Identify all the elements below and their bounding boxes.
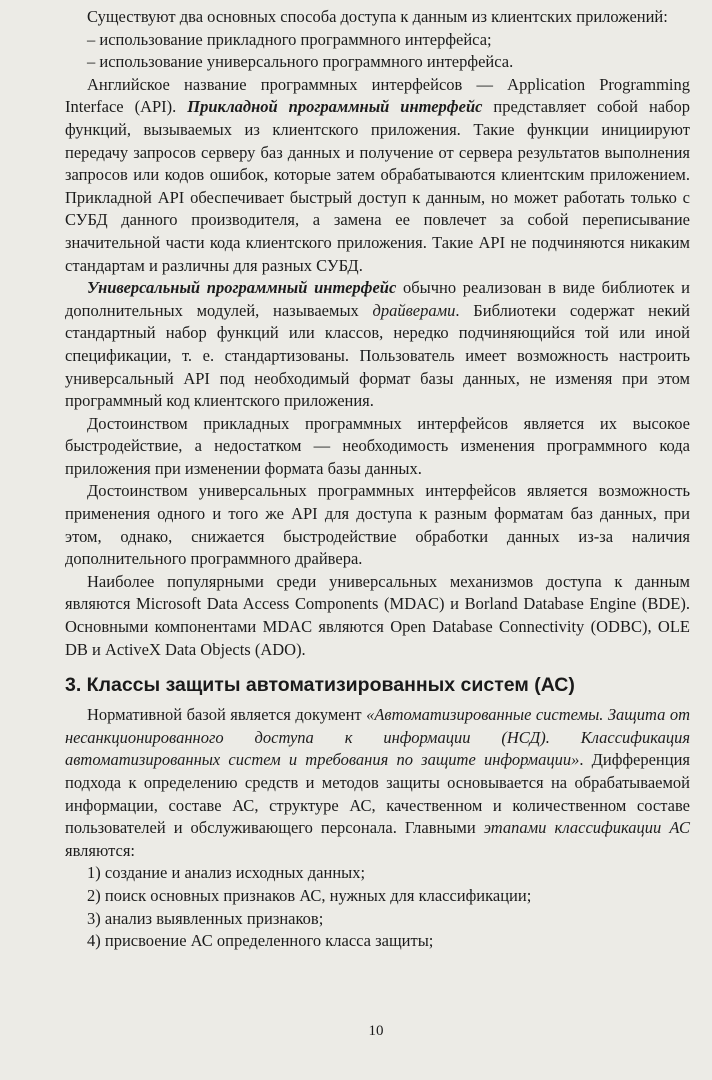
term-applied-interface: Прикладной программный интерфейс: [187, 97, 483, 117]
term-classification-stages: этапами классификации АС: [483, 818, 690, 838]
list-item: 2) поиск основных признаков АС, нужных для классификации;: [87, 885, 532, 905]
list-item-universal-api: – использование универсального программного интерфейса.: [87, 52, 514, 72]
list-item: 1) создание и анализ исходных данных;: [87, 863, 366, 883]
paragraph-applied-interface: [65, 74, 690, 277]
document-title: «Автоматизированные системы. Защита от несанкционированного доступа к информации (НСД). Классификация автоматизированных систем и требования по защите информации»: [65, 705, 690, 770]
list-item-applied-api: – использование прикладного программного интерфейса;: [87, 29, 492, 49]
paragraph-access-methods: Существуют два основных способа доступа к данным из клиентских приложений:: [87, 7, 668, 26]
term-universal-interface: Универсальный программный интерфейс: [87, 278, 397, 298]
text-span: являются:: [65, 840, 136, 860]
text-span: Английское название программных интерфейсов — Application Programming Interface (API).: [65, 74, 690, 117]
text-span: . Дифференция подхода к определению средств и методов защиты основывается на обрабатываемой информации, составе АС, структуре АС, качественном и количественном составе пользователей и обслуживающего персонала. Главными: [65, 750, 690, 838]
section-heading: 3. Классы защиты автоматизированных систем (АС): [65, 674, 575, 697]
text-span: Нормативной базой является документ: [87, 705, 367, 725]
list-item: 3) анализ выявленных признаков;: [87, 908, 324, 928]
paragraph-universal-interface: [65, 277, 690, 413]
page-number: 10: [368, 1023, 384, 1039]
term-drivers: драйверами: [372, 300, 456, 320]
text-span: . Библиотеки содержат некий стандартный набор функций или классов, нередко подчиняющийся той или иной спецификации, т. е. стандартизованы. Пользователь имеет возможность настроить универсальный API под необходимый формат базы данных, не изменяя при этом программный код клиентского приложения.: [65, 300, 690, 411]
list-item: 4) присвоение АС определенного класса защиты;: [87, 931, 434, 951]
text-span: обычно реализован в виде библиотек и дополнительных модулей, называемых: [65, 278, 690, 320]
body-text: [65, 6, 690, 953]
paragraph-applied-advantages: Достоинством прикладных программных интерфейсов является их высокое быстродействие, а недостатком — необходимость изменения программного кода приложения при изменении формата базы данных.: [65, 413, 690, 478]
paragraph-normative-base: [65, 704, 690, 862]
paragraph-universal-advantages: Достоинством универсальных программных интерфейсов является возможность применения одного и того же API для доступа к разным форматам баз данных, при этом, однако, снижается быстродействие обработки данных из-за наличия дополнительного программного драйвера.: [65, 481, 690, 569]
paragraph-popular-mechanisms: Наиболее популярными среди универсальных механизмов доступа к данным являются Microsoft Data Access Components (MDAC) и Borland Database Engine (BDE). Основными компонентами MDAC являются Open Database Connectivity (ODBC), OLE DB и ActiveX Data Objects (ADO).: [65, 571, 690, 659]
text-span: представляет собой набор функций, вызываемых из клиентского приложения. Такие функции инициируют передачу запросов серверу баз данных и получение от сервера результатов выполнения запросов или кодов ошибок, которые затем обрабатываются клиентским приложением. Прикладной API обеспечивает быстрый доступ к данным, но может работать только с СУБД данного производителя, а замена ее повлечет за собой переписывание значительной части кода клиентского приложения. Такие API не подчиняются никаким стандартам и различны для разных СУБД.: [65, 97, 691, 275]
